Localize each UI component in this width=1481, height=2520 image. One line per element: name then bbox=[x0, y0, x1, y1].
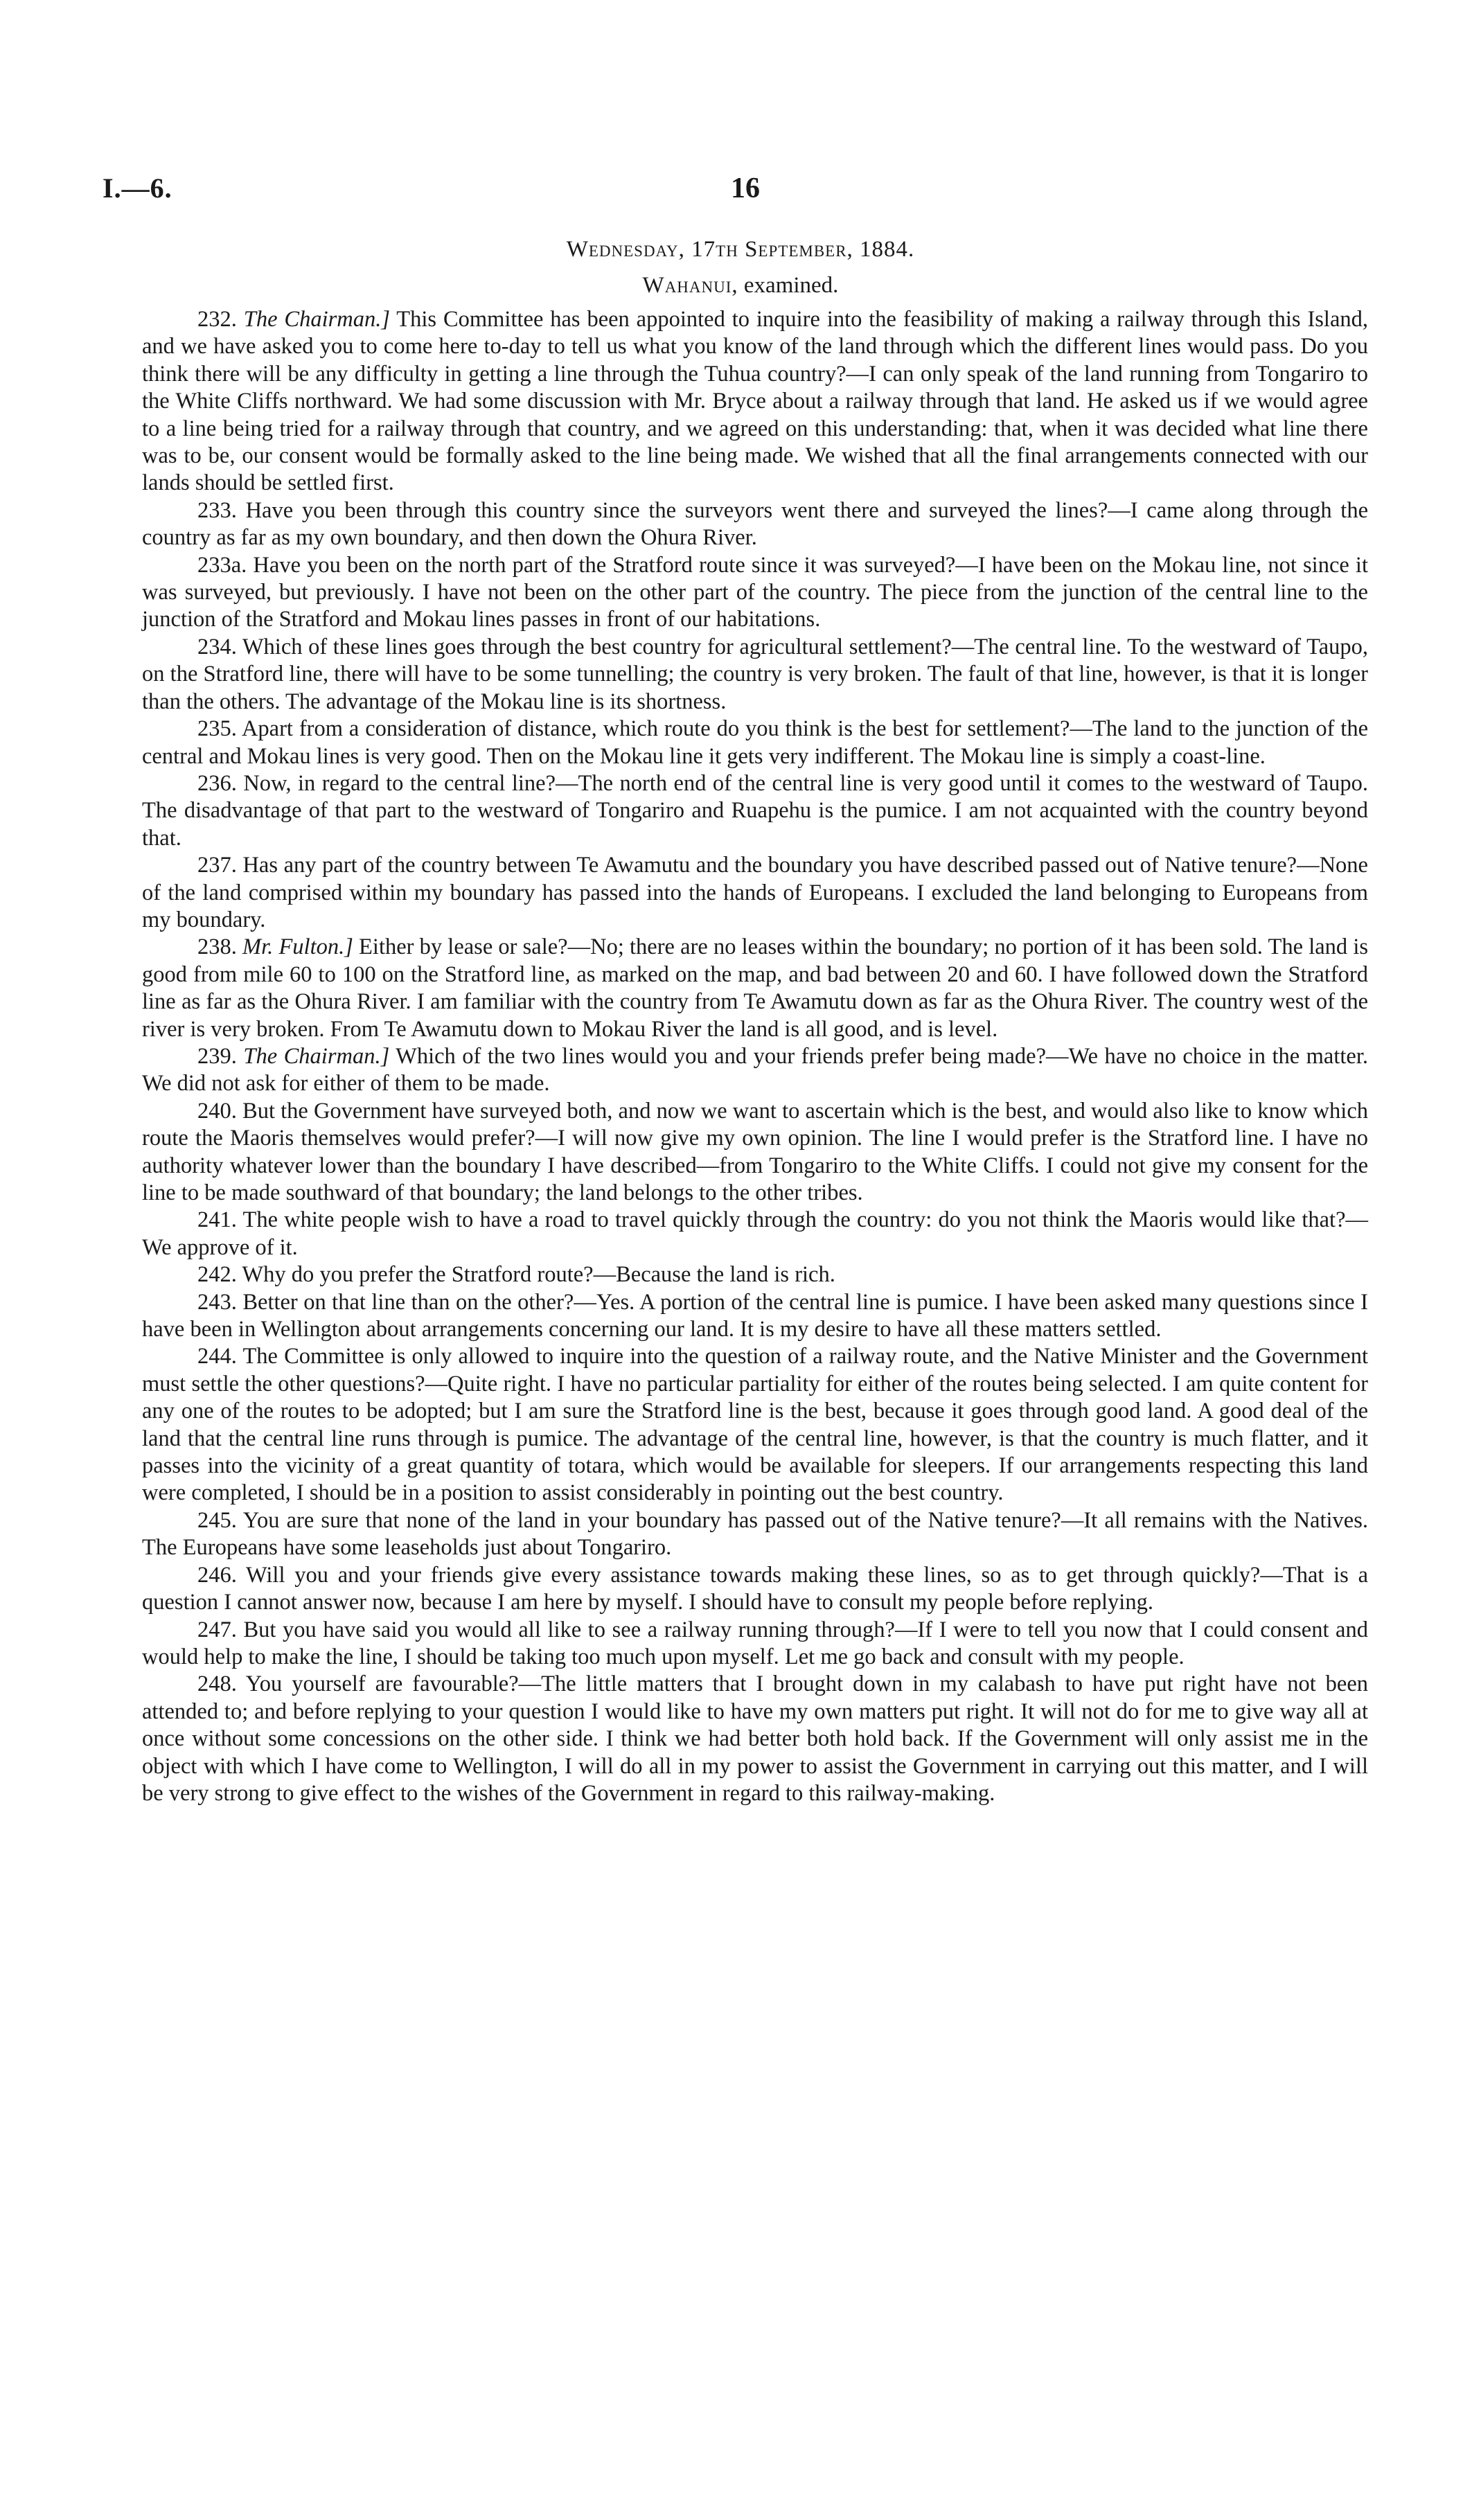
question-answer-text: The Committee is only allowed to inquire into the question of a railway route, and the Native Minister and the Government must settle the other questions?—Quite right. I have no particular partiality for either of the routes being selected. I am quite content for any one of the routes to be adopted; but I am sure the Stratford line is the best, because it goes through good land. A good deal of the land that the central line runs through is pumice. The advantage of the central line, however, is that the country is much flatter, and it passes into the vicinity of a great quantity of totara, which would be available for sleepers. If our arrangements respecting this land were completed, I should be in a position to assist considerably in pointing out the best country. bbox=[142, 1344, 1368, 1506]
session-dateline: Wednesday, 17th September, 1884. bbox=[566, 237, 915, 262]
question-paragraph bbox=[142, 716, 1368, 770]
question-answer-text: Which of these lines goes through the best country for agricultural settlement?—The central line. To the westward of Taupo, on the Stratford line, there will have to be some tunnelling; the country is very broken. The fault of that line, however, is that it is longer than the others. The advantage of the Mokau line is its shortness. bbox=[142, 634, 1368, 714]
question-answer-text: But the Government have surveyed both, and now we want to ascertain which is the best, and would also like to know which route the Maoris themselves would prefer?—I will now give my own opinion. The line I would prefer is the Stratford line. I have no authority whatever lower than the boundary I have described—from Tongariro to the White Cliffs. I could not give my consent for the line to be made southward of that boundary; the land belongs to the other tribes. bbox=[142, 1098, 1368, 1205]
question-number: 241. bbox=[197, 1207, 237, 1233]
question-number: 235. bbox=[197, 716, 237, 742]
question-number: 236. bbox=[197, 770, 237, 796]
question-number: 233. bbox=[197, 497, 237, 523]
witness-examined-label: examined. bbox=[738, 273, 839, 298]
question-answer-text: Will you and your friends give every assistance towards making these lines, so as to get through quickly?—That is a question I cannot answer now, because I am here by myself. I should have to consult my people before replying. bbox=[142, 1562, 1368, 1615]
question-paragraph bbox=[142, 934, 1368, 1043]
question-paragraph bbox=[142, 1098, 1368, 1207]
question-paragraph bbox=[142, 1562, 1368, 1617]
question-answer-text: Have you been on the north part of the Stratford route since it was surveyed?—I have been on the Mokau line, not since it was surveyed, but previously. I have not been on the other part of the country. The piece from the junction of the central line to the junction of the Stratford and Mokau lines passes in front of our habitations. bbox=[142, 552, 1368, 632]
question-paragraph bbox=[142, 634, 1368, 716]
question-answer-text: You yourself are favourable?—The little matters that I brought down in my calabash to have put right have not been attended to; and before replying to your question I would like to have my own matters put right. It will not do for me to give way all at once without some concessions on the other side. I think we had better both hold back. If the Government will only assist me in the object with which I have come to Wellington, I will do all in my power to assist the Government in carrying out this matter, and I will be very strong to give effect to the wishes of the Government in regard to this railway-making. bbox=[142, 1671, 1368, 1806]
speaker-label: Mr. Fulton.] bbox=[242, 934, 353, 960]
question-paragraph bbox=[142, 306, 1368, 497]
question-answer-text: Why do you prefer the Stratford route?—Because the land is rich. bbox=[236, 1262, 835, 1288]
speaker-label: The Chairman.] bbox=[243, 1043, 390, 1069]
question-answer-text: This Committee has been appointed to inquire into the feasibility of making a railway through this Island, and we have asked you to come here to-day to tell us what you know of the land through which the different lines would pass. Do you think there will be any difficulty in getting a line through the Tuhua country?—I can only speak of the land running from Tongariro to the White Cliffs northward. We had some discussion with Mr. Bryce about a railway through that land. He asked us if we would agree to a line being tried for a railway through that country, and we agreed on this understanding: that, when it was decided what line there was to be, our consent would be formally asked to the line being made. We wished that all the final arrangements connected with our lands should be settled first. bbox=[142, 307, 1369, 496]
page-number: 16 bbox=[731, 172, 760, 204]
question-number: 244. bbox=[197, 1344, 237, 1369]
question-answer-text: Now, in regard to the central line?—The north end of the central line is very good until it comes to the westward of Taupo. The disadvantage of that part to the westward of Tongariro and Ruapehu is the pumice. I am not acquainted with the country beyond that. bbox=[142, 770, 1368, 851]
question-paragraph bbox=[142, 497, 1368, 552]
question-paragraph bbox=[142, 852, 1368, 934]
question-answer-text: Either by lease or sale?—No; there are no leases within the boundary; no portion of it has been sold. The land is good from mile 60 to 100 on the Stratford line, as marked on the map, and bad between 20 and 60. I have followed down the Stratford line as far as the Ohura River. I am familiar with the country from Te Awamutu down as far as the Ohura River. The country west of the river is very broken. From Te Awamutu down to Mokau River the land is all good, and is level. bbox=[142, 934, 1368, 1042]
witness-heading bbox=[0, 273, 1481, 299]
question-number: 247. bbox=[197, 1617, 237, 1642]
witness-name: Wahanui, bbox=[642, 273, 738, 298]
question-paragraph bbox=[142, 1343, 1368, 1507]
question-answer-text: You are sure that none of the land in your boundary has passed out of the Native tenure?—It all remains with the Natives. The Europeans have some leaseholds just about Tongariro. bbox=[142, 1507, 1368, 1561]
document-reference: I.—6. bbox=[103, 172, 172, 204]
question-paragraph bbox=[142, 1671, 1368, 1807]
question-number: 234. bbox=[197, 634, 237, 659]
question-answer-text: Have you been through this country since the surveyors went there and surveyed the lines?—I came along through the country as far as my own boundary, and then down the Ohura River. bbox=[142, 497, 1368, 551]
question-number: 238. bbox=[197, 934, 237, 960]
question-answer-text: But you have said you would all like to see a railway running through?—If I were to tell you now that I could consent and would help to make the line, I should be taking too much upon myself. Let me go back and consult with my people. bbox=[142, 1617, 1368, 1669]
question-number: 242. bbox=[197, 1262, 237, 1288]
question-number: 245. bbox=[197, 1507, 237, 1533]
running-head bbox=[0, 172, 1481, 213]
question-answer-text: Has any part of the country between Te Awamutu and the boundary you have described passed out of Native tenure?—None of the land comprised within my boundary has passed into the hands of Europeans. I excluded the land belonging to Europeans from my boundary. bbox=[142, 853, 1368, 932]
question-answer-text: The white people wish to have a road to travel quickly through the country: do you not think the Maoris would like that?—We approve of it. bbox=[142, 1207, 1368, 1260]
question-number: 248. bbox=[197, 1671, 237, 1697]
question-paragraph bbox=[142, 770, 1368, 852]
question-paragraph bbox=[142, 1043, 1368, 1098]
question-number: 243. bbox=[197, 1289, 237, 1315]
question-number: 232. bbox=[197, 307, 237, 332]
question-paragraph bbox=[142, 1617, 1368, 1671]
question-number: 239. bbox=[197, 1043, 237, 1069]
question-number: 240. bbox=[197, 1098, 237, 1124]
testimony-body bbox=[142, 306, 1368, 1807]
question-paragraph bbox=[142, 1289, 1368, 1344]
question-paragraph bbox=[142, 1261, 1368, 1288]
question-number: 246. bbox=[197, 1562, 237, 1588]
question-answer-text: Apart from a consideration of distance, which route do you think is the best for settlement?—The land to the junction of the central and Mokau lines is very good. Then on the Mokau line it gets very indifferent. The Mokau line is simply a coast-line. bbox=[142, 716, 1368, 769]
question-answer-text: Which of the two lines would you and your friends prefer being made?—We have no choice in the matter. We did not ask for either of them to be made. bbox=[142, 1043, 1368, 1097]
question-paragraph bbox=[142, 552, 1368, 634]
speaker-label: The Chairman.] bbox=[243, 307, 390, 332]
question-paragraph bbox=[142, 1507, 1368, 1562]
question-number: 237. bbox=[197, 853, 237, 878]
question-paragraph bbox=[142, 1207, 1368, 1261]
question-answer-text: Better on that line than on the other?—Yes. A portion of the central line is pumice. I have been asked many questions since I have been in Wellington about arrangements concerning our land. It is my desire to have all these matters settled. bbox=[142, 1289, 1368, 1342]
question-number: 233a. bbox=[197, 552, 247, 578]
